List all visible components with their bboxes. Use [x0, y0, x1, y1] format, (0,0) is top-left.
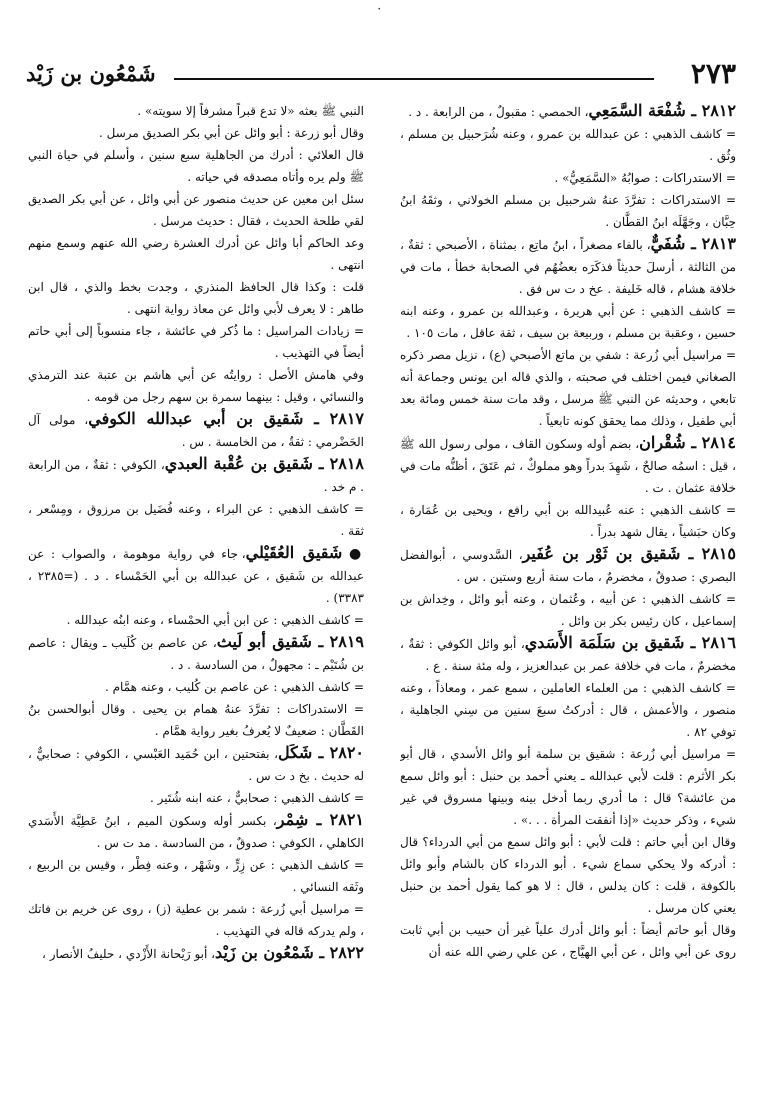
narrator-name: شُفَيٌّ — [650, 234, 686, 253]
entry-text: ، السَّدوسي ، أبوالفضل البصري : صدوقٌ ، مخضرمٌ ، مات سنة أربع وستين . س . — [400, 548, 736, 584]
top-mark: ٠ — [376, 1, 383, 15]
page-number: ٢٧٣ — [690, 57, 736, 90]
commentary-paragraph: = زيادات المراسيل : ما ذُكر في عائشة ، جاء منسوباً إلى أبي حاتم أيضاً في التهذيب . — [28, 324, 364, 360]
entry-separator: ـ — [311, 632, 330, 651]
commentary-paragraph: قلت : وكذا قال الحافظ المنذري ، وجدت بخط والذي ، قال ابن طاهر : لا يعرف لأبي وائل عن معاذ رواية انتهى . — [28, 280, 364, 316]
biography-entry — [400, 432, 736, 499]
entry-separator: ـ — [685, 234, 702, 253]
commentary-paragraph: = كاشف الذهبي : عن أبيه ، وعُثمان ، وعنه أبو وائل ، وخِداش بن إسماعيل ، كان رئيس بكر بن وائل . — [400, 592, 736, 628]
commentary-paragraph: وعد الحاكم أبا وائل عن أدرك العشرة رضي الله عنهم وسمع منهم انتهى . — [28, 236, 364, 272]
running-title: شَمْعُون بن زَيْد — [26, 61, 156, 86]
page-header — [26, 58, 736, 98]
entry-number: ٢٨١٢ — [701, 101, 736, 120]
biography-entry — [400, 233, 736, 300]
entry-number: ٢٨٢٢ — [329, 943, 364, 962]
header-rule — [174, 78, 654, 80]
entry-number: ٢٨١٨ — [329, 454, 364, 473]
right-column — [400, 100, 736, 1085]
entry-number: ٢٨١٤ — [701, 433, 736, 452]
entry-number: ٢٨١٥ — [701, 544, 736, 563]
commentary-paragraph: = كاشف الذهبي : عن عاصم بن كُليب ، وعنه همَّام . — [104, 680, 364, 694]
biography-entry — [400, 543, 736, 588]
biography-entry — [28, 542, 364, 609]
commentary-paragraph: = كاشف الذهبي : عن ابن أبي الحمْساء ، وعنه ابنُه عبدالله . — [66, 613, 364, 627]
entry-number: ٢٨٢١ — [329, 810, 364, 829]
narrator-name: شِمْر — [276, 810, 309, 829]
entry-text: ، أبو وائل الكوفي : ثقةٌ ، مخضرمٌ ، مات في خلافة عمر بن عبدالعزيز ، وله مئة سنة . ع . — [400, 637, 736, 673]
biography-entry — [28, 453, 364, 498]
entry-separator: ـ — [685, 101, 702, 120]
entry-separator: ـ — [313, 943, 330, 962]
entry-separator: ـ — [312, 743, 330, 762]
commentary-paragraph: = الاستدراكات : صوابُهُ «السَّمَعِيُّ» . — [554, 171, 736, 185]
biography-entry — [28, 631, 364, 676]
commentary-paragraph: قال العلائي : أدرك من الجاهلية سبع سنين ، وأسلم في حياة النبي ﷺ ولم يره وأتاه مصدقه في حياته . — [28, 148, 364, 184]
commentary-paragraph: = الاستدراكات : تفرَّدَ عنهُ همام بن يحيى . وقال أبوالحسن بنُ القَطَّان : ضعيفٌ لا يُعرفُ بغير رواية همَّام . — [28, 702, 364, 738]
commentary-paragraph: = كاشف الذهبي : عن عبدالله بن عمرو ، وعنه شُرَحبيل بن مسلم ، وثُق . — [400, 127, 736, 163]
biography-entry — [400, 100, 736, 123]
commentary-paragraph: وفي هامش الأصل : روايتُه عن أبي هاشم بن عتبة عند الترمذي والنسائي ، وقيل : بينهما سمرة بن سهم رجل من قومه . — [28, 368, 364, 404]
entry-separator: ـ — [684, 633, 702, 652]
entry-separator: ـ — [308, 810, 330, 829]
biography-entry — [28, 942, 364, 965]
entry-text: ، مولى آل الحَضْرمي : ثقةٌ ، من الخامسة . س . — [28, 413, 364, 449]
narrator-name: شُفْعَة السَّمَعِي — [588, 101, 686, 120]
narrator-name: شَقيق بن سَلَمَة الأَسَدي — [524, 633, 685, 652]
commentary-paragraph: وقال أبو زرعة : أبو وائل عن أبي بكر الصديق مرسل . — [98, 126, 364, 140]
entry-separator: ـ — [312, 454, 330, 473]
entry-bullet: ● — [348, 546, 364, 562]
narrator-name: شَقيق بن عُقْبة العبدي — [164, 454, 313, 473]
entry-number: ٢٨١٦ — [701, 633, 736, 652]
entry-text: ، بضم أوله وسكون القاف ، مولى رسول الله ﷺ ، قيل : اسمُه صالحٌ ، شَهِدَ بدراً وهو مملوكٌ ، ثم عَتَقَ ، أظنُّه مات في خلافة عثمان . ت . — [400, 437, 736, 495]
narrator-name: شَقيق العُقَيْلي — [245, 543, 343, 562]
entry-text: ، جاء في رواية موهومة ، والصواب : عن عبدالله بن شَقيق ، عن عبدالله بن أبي الحَمْساء . د . (=٢٣٨٥ ، ٣٣٨٣) . — [28, 547, 364, 605]
commentary-paragraph: وقال ابن أبي حاتم : قلت لأبي : أبو وائل سمع من أبي الدرداء؟ قال : أدركه ولا يحكي سماع شيء . أبو الدرداء كان بالشام وأبو وائل بالكوفة ، قلت : كان يدلس ، قال : لا هو كما يقول أحمد بن حنبل يعني كان مرسل . — [400, 835, 736, 915]
commentary-paragraph: وقال أبو حاتم أيضاً : أبو وائل أدرك علياً غير أن حبيب بن أبي ثابت روى عن أبي وائل ، عن أبي الهيَّاج ، عن علي رضي الله عنه أن — [400, 923, 736, 959]
narrator-name: شَكَل — [277, 743, 313, 762]
left-column — [28, 100, 364, 1085]
commentary-paragraph: = مراسيل أبي زُرعة : شمر بن عطية (ز) ، روى عن خريم بن فاتك ، ولم يدركه قاله في التهذيب . — [28, 902, 364, 938]
commentary-paragraph: سئل ابن معين عن حديث منصور عن أبي وائل ، عن أبي بكر الصديق لقي طلحة الحديث ، فقال : حديث مرسل . — [28, 192, 364, 228]
entry-text: ، أبو رَيْحانة الأَزْدي ، حليفُ الأنصار ، — [42, 947, 216, 961]
narrator-name: شَقيق أبو لَيث — [216, 632, 312, 651]
biography-entry — [28, 742, 364, 787]
biography-entry — [400, 632, 736, 677]
commentary-paragraph: = كاشف الذهبي : عنه عُبيدالله بن أبي رافع ، ويحيى بن عُمَارة ، وكان حبَشياً ، يقال شهد بدراً . — [400, 503, 736, 539]
commentary-paragraph: النبي ﷺ بعثه «لا تدع قبراً مشرفاً إلا سويته» . — [137, 104, 364, 118]
biography-entry — [28, 809, 364, 854]
entry-number: ٢٨١٧ — [329, 409, 364, 428]
entry-number: ٢٨١٩ — [329, 632, 364, 651]
entry-text: ، الكوفي : ثقةٌ ، من الرابعة . م خد . — [28, 458, 364, 494]
commentary-paragraph: = كاشف الذهبي : صحابيٌّ ، عنه ابنه شُتَير . — [150, 791, 364, 805]
narrator-name: شَمْعُون بن زَيْد — [215, 943, 314, 962]
commentary-paragraph: = كاشف الذهبي : عن زِرٍّ ، وشَهْر ، وعنه فِطْر ، وقيس بن الربيع ، وثَقه النسائي . — [28, 858, 364, 894]
entry-text: ، عن عاصم بن كُلَيب ـ ويقال : عاصم بن شُتَيْم ـ : مجهولٌ ، من السادسة . د . — [28, 636, 364, 672]
narrator-name: شَقيق بن أبي عبدالله الكوفي — [88, 409, 304, 428]
entry-separator: ـ — [303, 409, 330, 428]
biography-entry — [28, 408, 364, 453]
entry-text: ، الحمصي : مقبولٌ ، من الرابعة . د . — [408, 105, 589, 119]
commentary-paragraph: = كاشف الذهبي : عن البراء ، وعنه فُضَيل بن مرزوق ، ومِسْعر ، ثقة . — [28, 502, 364, 538]
entry-separator: ـ — [685, 433, 702, 452]
entry-number: ٢٨٢٠ — [329, 743, 364, 762]
commentary-paragraph: = مراسيل أبي زُرعة : شقيق بن سلمة أبو وائل الأسدي ، قال أبو بكر الأثرم : قلت لأبي عبدالله ـ يعني أحمد بن حنبل : أبو وائل سمع من عائشة؟ قال : ما أدري ربما أدخل بينه وبينها مسروق في غير شيء ، وذكر حديث «إذا أنفقت المرأة . . .» . — [400, 747, 736, 827]
entry-separator: ـ — [680, 544, 702, 563]
narrator-name: شَقيق بن ثَوْر بن عُفَير — [522, 544, 681, 563]
commentary-paragraph: = مراسيل أبي زُرعة : شفي بن ماتع الأصبحي (ع) ، نزيل مصر ذكره الصغاني فيمن اختلف في صحبته ، والذي قاله ابن يونس وجماعة أنه تابعي ، وحديثه عن النبي ﷺ مرسل ، وقد مات سنة خمس ومائة بعد أبي طفيل ، وذلك مما يحقق كونه تابعياً . — [400, 348, 736, 428]
entry-text: ، بكسر أوله وسكون الميم ، ابنُ عَطِيَّة الأَسَدي الكاهلي ، الكوفي : صدوقٌ ، من السادسة . مد ت س . — [28, 814, 364, 850]
entry-number: ٢٨١٣ — [701, 234, 736, 253]
commentary-paragraph: = كاشف الذهبي : من العلماء العاملين ، سمع عمر ، ومعاذاً ، وعنه منصور ، والأعمش ، قال : أدركتُ سبعَ سنين من سِني الجاهلية ، توفي ٨٢ . — [400, 681, 736, 739]
entry-text: ، بفتحتين ، ابن حُمَيد العَبْسي ، الكوفي : صحابيٌّ ، له حديث . بخ د ت س . — [28, 747, 364, 783]
commentary-paragraph: = الاستدراكات : تفرَّدَ عنهُ شرحبيل بن مسلم الخولاني ، وثقَهُ ابنُ حِبَّان ، وجَهَّلَه ابنُ القطَّان . — [400, 193, 736, 229]
commentary-paragraph: = كاشف الذهبي : عن أبي هريرة ، وعبدالله بن عمرو ، وعنه ابنه حسين ، وعقبة بن مسلم ، وربيعة بن سيف ، ثقة عاقل ، مات ١٠٥ . — [400, 304, 736, 340]
entry-text: ، بالفاء مصغراً ، ابنُ ماتِع ، بمثناة ، الأصبحي : ثقةٌ ، من الثالثة ، أرسلَ حديثاً فذكَرَه بعضُهُم في الصحابة خطأ ، مات في خلافة هشام ، قاله خَليفة . عخ د ت س فق . — [400, 238, 736, 296]
narrator-name: شُقْران — [639, 433, 686, 452]
